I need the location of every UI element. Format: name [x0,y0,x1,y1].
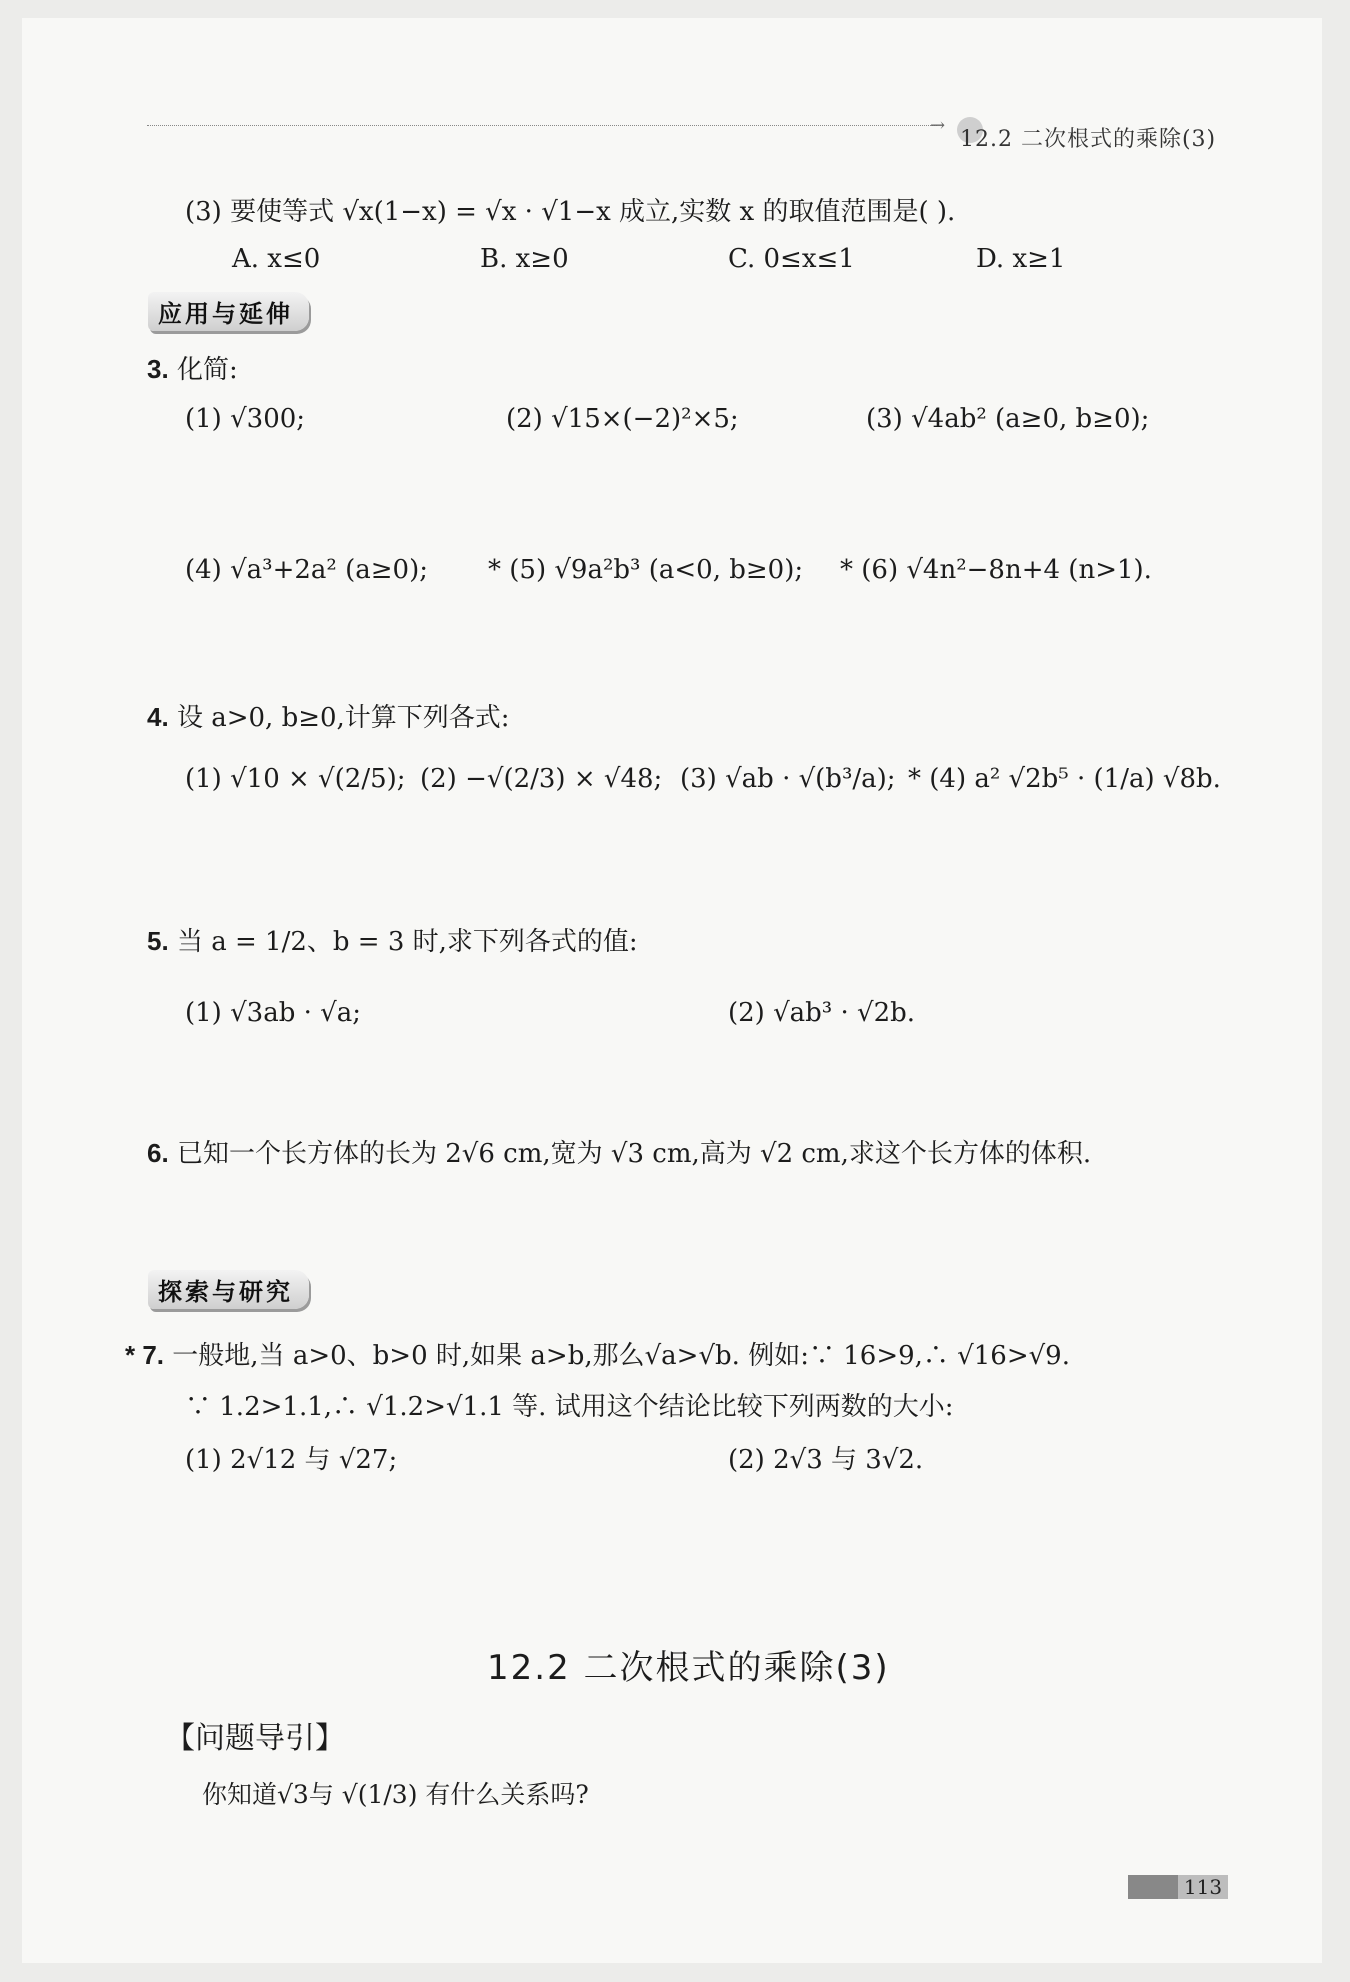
q3-item-3: (3) √4ab² (a≥0, b≥0); [866,404,1150,434]
q5-heading [147,924,638,959]
q7-item-2: (2) 2√3 与 3√2. [728,1445,924,1475]
q3-item-4: (4) √a³+2a² (a≥0); [185,555,428,585]
q7-line-1-text: 一般地,当 a>0、b>0 时,如果 a>b,那么√a>√b. 例如:∵ 16>9,∴ √16>√9. [172,1341,1070,1371]
q3-item-6: * (6) √4n²−8n+4 (n>1). [840,555,1152,585]
q3-item-2: (2) √15×(−2)²×5; [506,404,739,434]
page-number-bar [1128,1875,1178,1899]
q5-number: 5. [147,926,169,956]
q7-item-1: (1) 2√12 与 √27; [185,1445,398,1475]
option-c: C. 0≤x≤1 [728,244,855,274]
q4-item-4: * (4) a² √2b⁵ · (1/a) √8b. [908,764,1221,794]
guide-question: 你知道√3与 √(1/3) 有什么关系吗? [202,1780,589,1809]
page-number: 113 [1178,1875,1228,1899]
q3-stem: 化简: [176,355,238,385]
q6-number: 6. [147,1138,169,1168]
q7-line-1 [125,1338,1070,1373]
running-header: 12.2 二次根式的乘除(3) [960,127,1217,152]
q4-item-3: (3) √ab · √(b³/a); [680,764,896,794]
q5-item-2: (2) √ab³ · √2b. [728,998,916,1028]
q2-part3-stem: (3) 要使等式 √x(1−x) = √x · √1−x 成立,实数 x 的取值范围是( ). [185,197,956,227]
section-title: 12.2 二次根式的乘除(3) [487,1648,890,1688]
q5-item-1: (1) √3ab · √a; [185,998,361,1028]
section-explore-research: 探索与研究 [148,1270,309,1309]
q3-heading [147,352,238,387]
option-a: A. x≤0 [232,244,321,274]
option-d: D. x≥1 [976,244,1066,274]
q4-item-2: (2) −√(2/3) × √48; [420,764,663,794]
header-arrow-icon: → [930,115,946,136]
q6 [147,1136,1091,1171]
header-dotted-rule [147,125,937,126]
q3-number: 3. [147,354,169,384]
section-apply-extend: 应用与延伸 [148,292,309,331]
q3-item-5: * (5) √9a²b³ (a<0, b≥0); [488,555,804,585]
option-b: B. x≥0 [480,244,569,274]
q7-line-2: ∵ 1.2>1.1,∴ √1.2>√1.1 等. 试用这个结论比较下列两数的大小: [185,1392,954,1422]
q4-number: 4. [147,702,169,732]
q4-stem: 设 a>0, b≥0,计算下列各式: [176,703,510,733]
q6-text: 已知一个长方体的长为 2√6 cm,宽为 √3 cm,高为 √2 cm,求这个长方体的体积. [176,1139,1092,1169]
q5-stem: 当 a = 1/2、b = 3 时,求下列各式的值: [176,927,638,957]
q7-number: * 7. [125,1340,165,1370]
q4-item-1: (1) √10 × √(2/5); [185,764,406,794]
q4-heading [147,700,510,735]
textbook-page [22,18,1322,1963]
q3-item-1: (1) √300; [185,404,306,434]
problem-guide-label: 【问题导引】 [165,1721,345,1756]
